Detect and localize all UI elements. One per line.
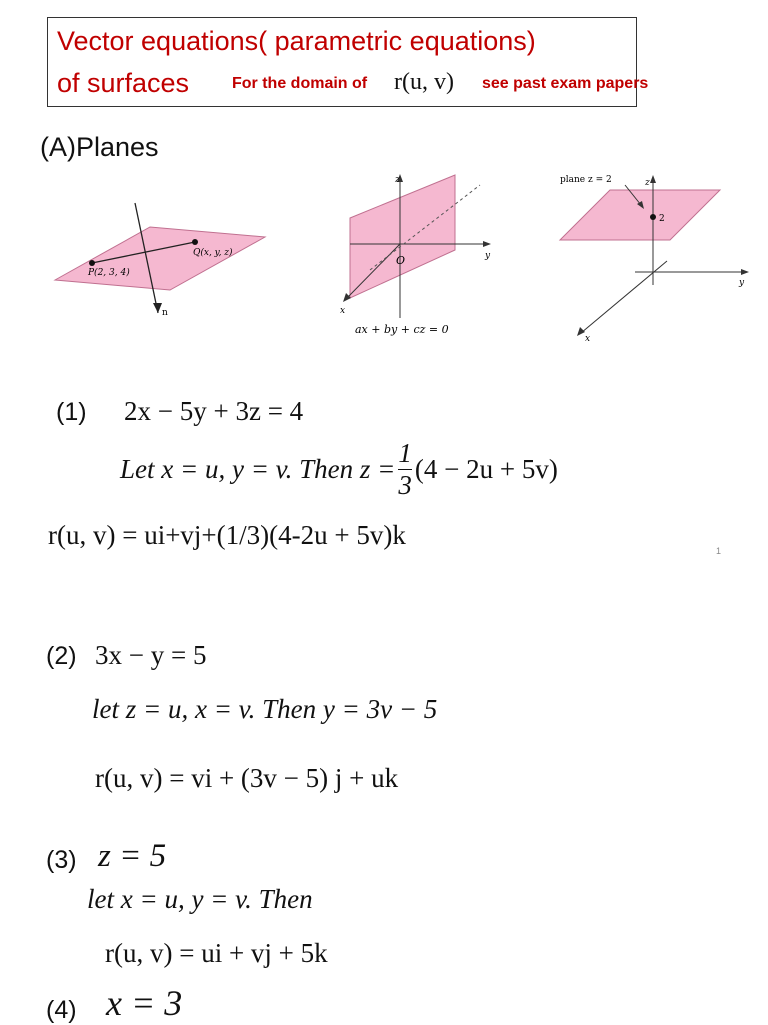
plane-shape xyxy=(560,190,720,240)
fraction-denominator: 3 xyxy=(398,470,412,500)
point-q xyxy=(192,239,198,245)
item-3-equation: z = 5 xyxy=(98,838,167,874)
plane-shape xyxy=(55,227,265,290)
axis-y-label: y xyxy=(739,278,745,288)
page-number: 1 xyxy=(716,546,722,556)
item-1-vector: r(u, v) = ui+vj+(1/3)(4-2u + 5v)k xyxy=(48,520,406,550)
item-4-equation: x = 3 xyxy=(106,983,183,1023)
z-arrowhead xyxy=(650,175,656,183)
axis-x-label: x xyxy=(585,334,591,344)
axis-y-label: y xyxy=(485,251,491,261)
y-arrowhead xyxy=(483,241,491,247)
item-2-vector: r(u, v) = vi + (3v − 5) j + uk xyxy=(95,763,399,793)
item-1-equation: 2x − 5y + 3z = 4 xyxy=(124,396,304,426)
axis-z-label: z xyxy=(395,175,400,185)
title-line-2: of surfaces xyxy=(57,68,190,98)
item-1-let-text: Let x = u, y = v. Then z = xyxy=(120,454,396,484)
point-label: 2 xyxy=(659,214,665,224)
figure-plane-origin xyxy=(325,170,515,350)
x-arrowhead xyxy=(577,327,585,336)
plane-label: plane z = 2 xyxy=(560,175,612,185)
domain-note-prefix: For the domain of xyxy=(232,75,368,92)
title-line-1: Vector equations( parametric equations) xyxy=(57,26,536,56)
y-arrowhead xyxy=(741,269,749,275)
figure-plane-normal xyxy=(50,195,270,325)
figure-plane-horizontal xyxy=(555,165,755,345)
axis-z-label: z xyxy=(645,178,650,188)
fraction-numerator: 1 xyxy=(398,438,412,468)
domain-note-suffix: see past exam papers xyxy=(482,75,649,92)
item-2-let-text: let z = u, x = v. Then y = 3v − 5 xyxy=(92,694,438,724)
item-3-number: (3) xyxy=(46,846,77,874)
item-1-fraction xyxy=(398,440,412,499)
x-axis xyxy=(581,261,667,333)
label-p: P(2, 3, 4) xyxy=(88,268,130,278)
item-1-let-line xyxy=(120,440,558,499)
normal-arrowhead xyxy=(153,303,162,313)
item-4-number: (4) xyxy=(46,996,77,1024)
item-3-vector: r(u, v) = ui + vj + 5k xyxy=(105,938,328,968)
point-p xyxy=(89,260,95,266)
label-n: n xyxy=(162,308,168,318)
item-1-let-tail: (4 − 2u + 5v) xyxy=(414,454,558,484)
label-q: Q(x, y, z) xyxy=(193,248,233,258)
item-3-let-text: let x = u, y = v. Then xyxy=(87,884,313,914)
domain-note-function: r(u, v) xyxy=(394,69,454,95)
section-heading: (A)Planes xyxy=(40,132,159,162)
origin-label: O xyxy=(396,254,406,267)
axis-x-label: x xyxy=(340,306,346,316)
item-2-equation: 3x − y = 5 xyxy=(95,640,207,670)
item-2-number: (2) xyxy=(46,642,77,670)
plane-caption: ax + by + cz = 0 xyxy=(355,323,449,336)
item-1-number: (1) xyxy=(56,398,87,426)
point-z2 xyxy=(650,214,656,220)
